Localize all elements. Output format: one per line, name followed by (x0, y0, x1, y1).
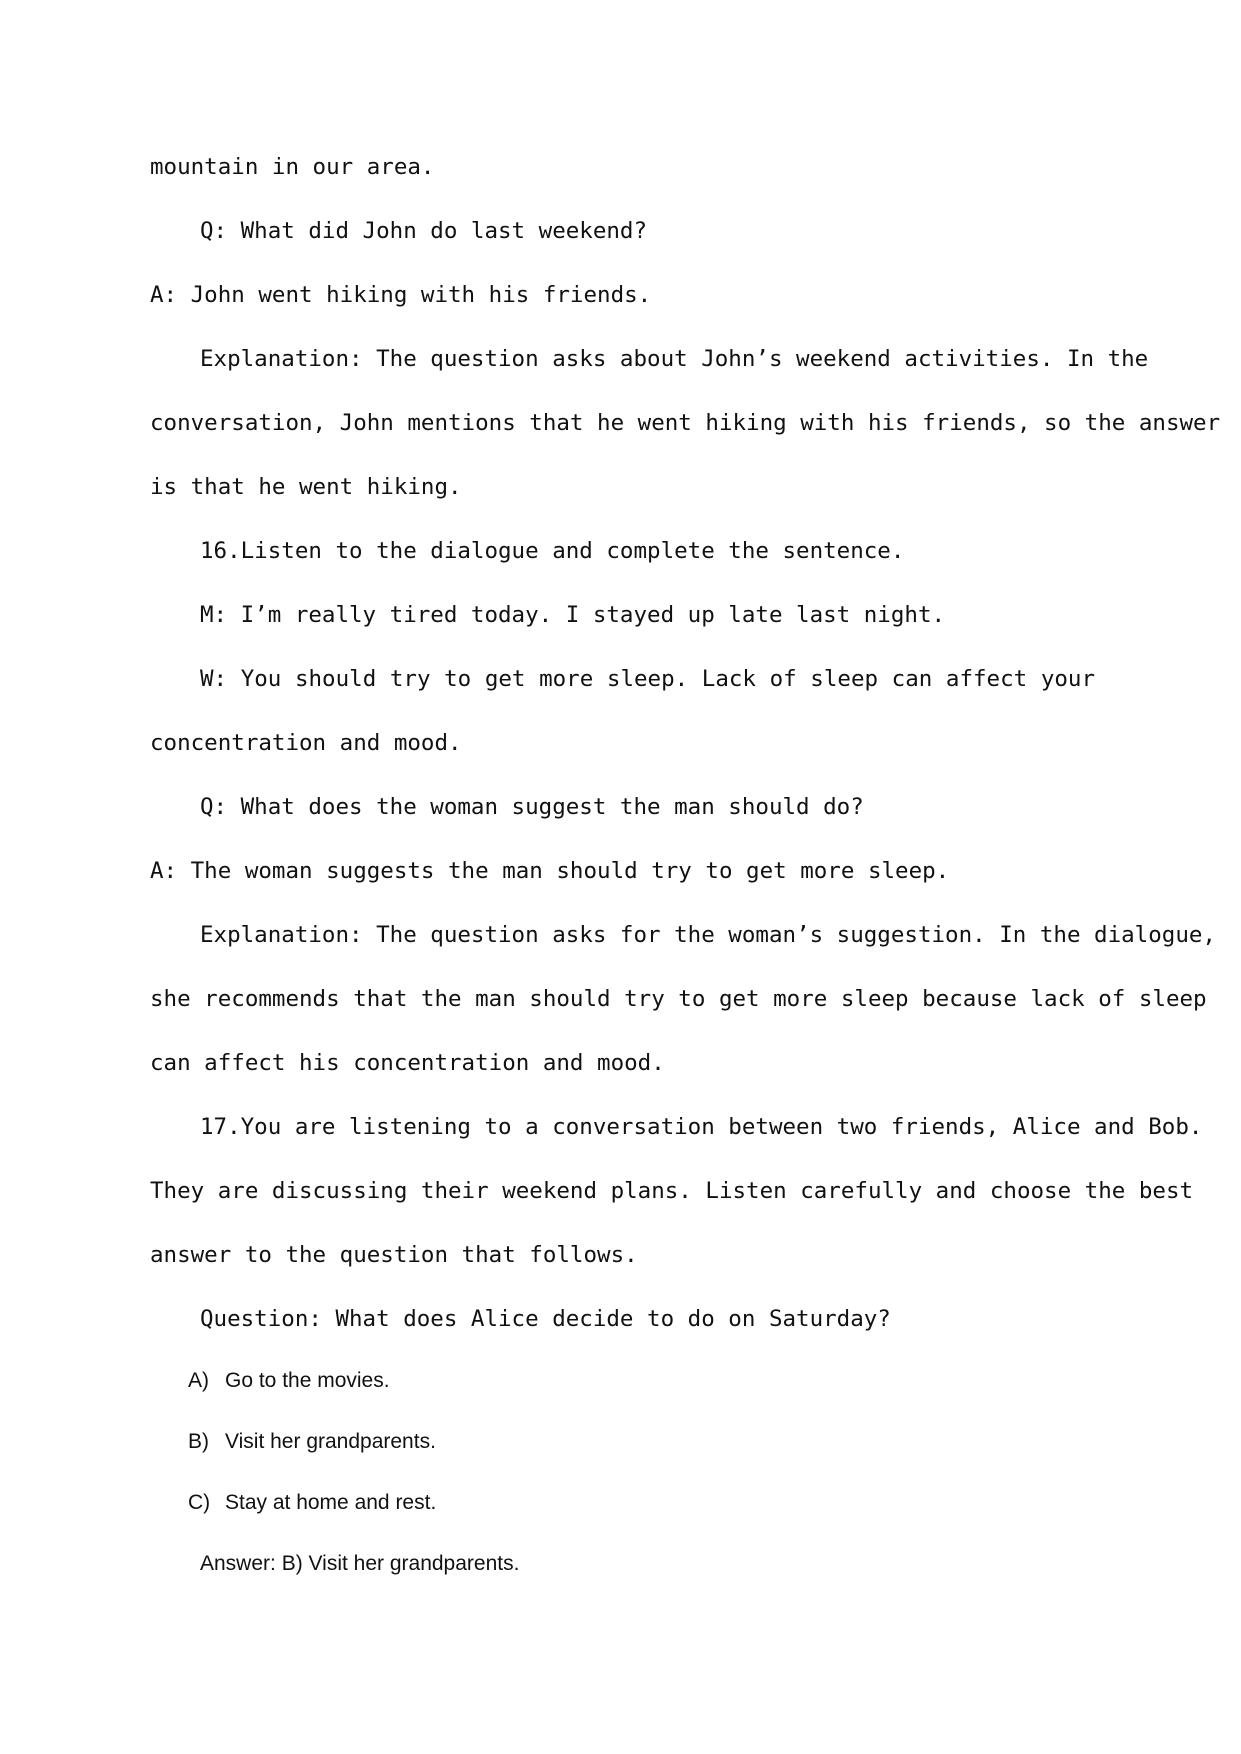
instruction-line: They are discussing their weekend plans. Listen carefully and choose the best (150, 1178, 1194, 1204)
item-heading: 16.Listen to the dialogue and complete the sentence. (200, 538, 905, 564)
question-line: Q: What did John do last weekend? (200, 218, 648, 244)
instruction-line: answer to the question that follows. (150, 1242, 638, 1268)
option-a (188, 1363, 390, 1399)
option-text: Visit her grandparents. (225, 1430, 436, 1453)
question-line: Q: What does the woman suggest the man should do? (200, 794, 864, 820)
explanation-line: can affect his concentration and mood. (150, 1050, 665, 1076)
explanation-line: Explanation: The question asks for the woman’s suggestion. In the dialogue, (200, 922, 1216, 948)
option-letter: B) (188, 1430, 209, 1453)
option-text: Stay at home and rest. (225, 1491, 437, 1514)
explanation-line: Explanation: The question asks about John’s weekend activities. In the (200, 346, 1149, 372)
item-heading: 17.You are listening to a conversation between two friends, Alice and Bob. (200, 1114, 1203, 1140)
explanation-line: conversation, John mentions that he went hiking with his friends, so the answer (150, 410, 1221, 436)
option-b (188, 1424, 436, 1460)
explanation-line: she recommends that the man should try to get more sleep because lack of sleep (150, 986, 1207, 1012)
option-letter: C) (188, 1491, 211, 1514)
text-line: mountain in our area. (150, 154, 435, 180)
answer-key: Answer: B) Visit her grandparents. (200, 1552, 520, 1575)
dialogue-line: M: I’m really tired today. I stayed up late last night. (200, 602, 946, 628)
answer-line: A: The woman suggests the man should try to get more sleep. (150, 858, 950, 884)
dialogue-line: concentration and mood. (150, 730, 462, 756)
question-line: Question: What does Alice decide to do on Saturday? (200, 1306, 891, 1332)
answer-line: A: John went hiking with his friends. (150, 282, 652, 308)
dialogue-line: W: You should try to get more sleep. Lack of sleep can affect your (200, 666, 1095, 692)
option-c (188, 1485, 436, 1521)
option-letter: A) (188, 1369, 209, 1392)
option-text: Go to the movies. (225, 1369, 390, 1392)
explanation-line: is that he went hiking. (150, 474, 462, 500)
